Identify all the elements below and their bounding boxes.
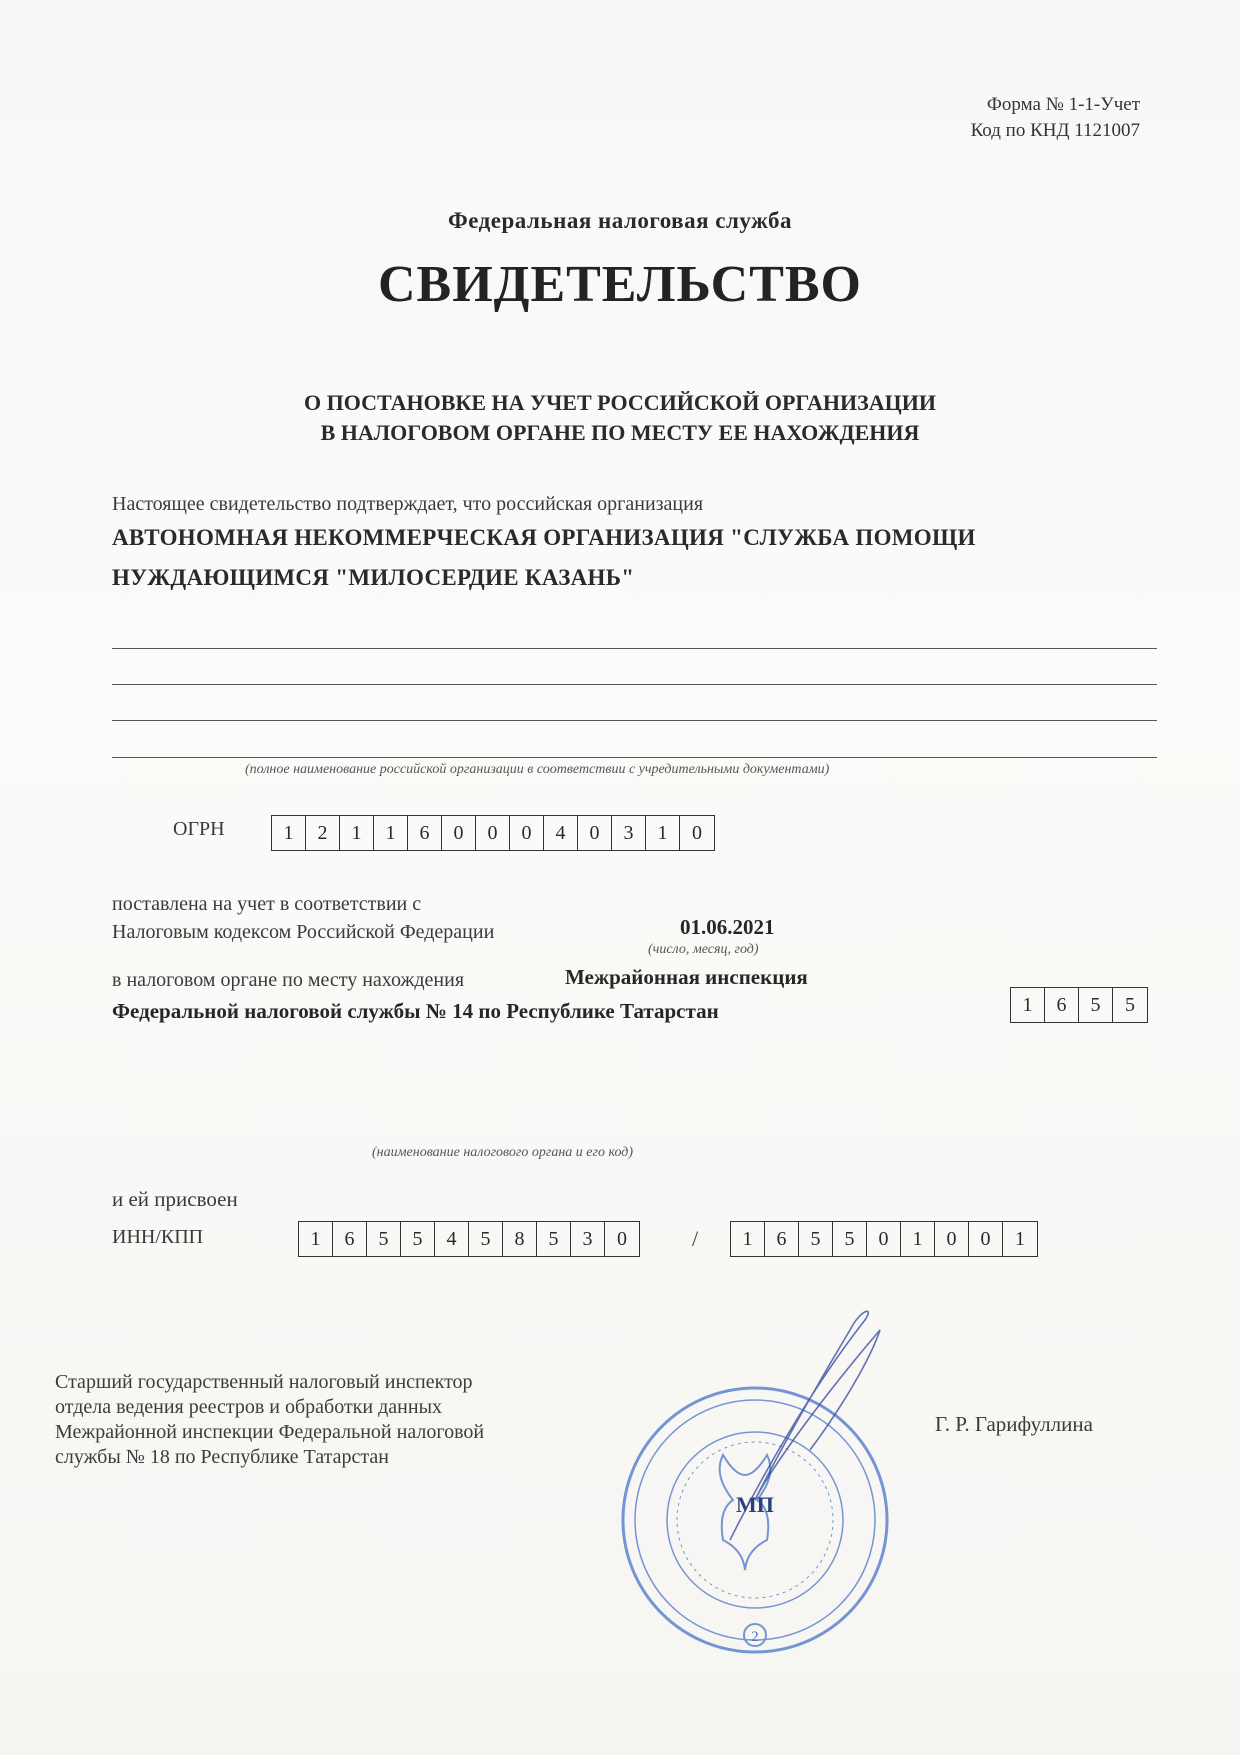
digit-box: 0 bbox=[935, 1222, 969, 1256]
registration-line-1: поставлена на учет в соответствии с bbox=[112, 893, 422, 915]
position-line-3: Межрайонной инспекции Федеральной налоговой bbox=[55, 1421, 485, 1443]
inn-kpp-label: ИНН/КПП bbox=[112, 1226, 204, 1248]
registration-date: 01.06.2021 bbox=[680, 915, 775, 939]
digit-box: 0 bbox=[510, 816, 544, 850]
digit-box: 6 bbox=[1045, 988, 1079, 1022]
digit-box: 1 bbox=[731, 1222, 765, 1256]
inn-boxes bbox=[298, 1221, 640, 1257]
digit-box: 5 bbox=[1079, 988, 1113, 1022]
digit-box: 1 bbox=[1015, 1228, 1025, 1250]
tax-office-prefix: в налоговом органе по месту нахождения bbox=[112, 969, 465, 991]
signatory-position bbox=[55, 1370, 484, 1470]
digit-box: 2 bbox=[306, 816, 340, 850]
subtitle-line-2: В НАЛОГОВОМ ОРГАНЕ ПО МЕСТУ ЕЕ НАХОЖДЕНИЯ bbox=[320, 420, 920, 445]
certificate-title: СВИДЕТЕЛЬСТВО bbox=[377, 256, 863, 313]
digit-box: 0 bbox=[476, 816, 510, 850]
kpp-boxes bbox=[730, 1221, 1038, 1257]
digit-box: 5 bbox=[469, 1222, 503, 1256]
digit-box: 5 bbox=[833, 1222, 867, 1256]
subtitle-line-1: О ПОСТАНОВКЕ НА УЧЕТ РОССИЙСКОЙ ОРГАНИЗАЦИИ bbox=[304, 390, 936, 415]
intro-text: Настоящее свидетельство подтверждает, что российская организация bbox=[112, 493, 704, 515]
tax-office-caption: (наименование налогового органа и его код) bbox=[372, 1145, 634, 1160]
blank-line bbox=[112, 720, 1157, 721]
digit-box: 3 bbox=[571, 1222, 605, 1256]
form-header bbox=[971, 92, 1140, 144]
ogrn-label: ОГРН bbox=[173, 818, 225, 840]
digit-box: 5 bbox=[799, 1222, 833, 1256]
org-name-caption: (полное наименование российской организации в соответствии с учредительными документами) bbox=[245, 762, 830, 777]
digit-box: 5 bbox=[537, 1222, 571, 1256]
digit-box: 0 bbox=[442, 816, 476, 850]
handwritten-signature bbox=[700, 1300, 900, 1560]
agency-name: Федеральная налоговая служба bbox=[448, 208, 792, 233]
assigned-label: и ей присвоен bbox=[112, 1187, 238, 1211]
registration-line-2: Налоговым кодексом Российской Федерации bbox=[112, 921, 495, 943]
digit-box: 0 bbox=[692, 822, 702, 844]
digit-box: 0 bbox=[867, 1222, 901, 1256]
blank-line bbox=[112, 757, 1157, 758]
organization-name bbox=[112, 518, 1122, 598]
ogrn-boxes bbox=[271, 815, 715, 851]
digit-box: 6 bbox=[408, 816, 442, 850]
signatory-name: Г. Р. Гарифуллина bbox=[935, 1412, 1093, 1436]
digit-box: 5 bbox=[1125, 994, 1135, 1016]
digit-box: 0 bbox=[617, 1228, 627, 1250]
inn-kpp-separator: / bbox=[692, 1226, 699, 1251]
stamp-mark: МП bbox=[736, 1492, 774, 1517]
position-line-4: службы № 18 по Республике Татарстан bbox=[55, 1446, 389, 1468]
digit-box: 1 bbox=[374, 816, 408, 850]
digit-box: 6 bbox=[765, 1222, 799, 1256]
digit-box: 1 bbox=[272, 816, 306, 850]
tax-office-code-boxes bbox=[1010, 987, 1148, 1023]
form-number: Форма № 1-1-Учет bbox=[986, 94, 1140, 115]
digit-box: 1 bbox=[340, 816, 374, 850]
date-caption: (число, месяц, год) bbox=[648, 942, 759, 957]
digit-box: 5 bbox=[401, 1222, 435, 1256]
certificate-subtitle bbox=[0, 388, 1240, 448]
digit-box: 0 bbox=[578, 816, 612, 850]
position-line-1: Старший государственный налоговый инспектор bbox=[55, 1371, 473, 1393]
digit-box: 8 bbox=[503, 1222, 537, 1256]
digit-box: 1 bbox=[646, 816, 680, 850]
stamp-number: 2 bbox=[751, 1629, 759, 1645]
tax-office-name-2: Федеральной налоговой службы № 14 по Республике Татарстан bbox=[112, 999, 719, 1023]
digit-box: 6 bbox=[333, 1222, 367, 1256]
digit-box: 1 bbox=[1011, 988, 1045, 1022]
digit-box: 4 bbox=[544, 816, 578, 850]
digit-box: 0 bbox=[969, 1222, 1003, 1256]
digit-box: 3 bbox=[612, 816, 646, 850]
blank-line bbox=[112, 648, 1157, 649]
position-line-2: отдела ведения реестров и обработки данных bbox=[55, 1396, 443, 1418]
digit-box: 1 bbox=[299, 1222, 333, 1256]
blank-line bbox=[112, 684, 1157, 685]
tax-office-name-1: Межрайонная инспекция bbox=[565, 965, 808, 989]
digit-box: 1 bbox=[901, 1222, 935, 1256]
digit-box: 4 bbox=[435, 1222, 469, 1256]
knd-code: Код по КНД 1121007 bbox=[970, 120, 1140, 141]
org-name-line-2: НУЖДАЮЩИМСЯ "МИЛОСЕРДИЕ КАЗАНЬ" bbox=[112, 565, 635, 590]
org-name-line-1: АВТОНОМНАЯ НЕКОММЕРЧЕСКАЯ ОРГАНИЗАЦИЯ "СЛУЖБА ПОМОЩИ bbox=[112, 525, 976, 550]
digit-box: 5 bbox=[367, 1222, 401, 1256]
